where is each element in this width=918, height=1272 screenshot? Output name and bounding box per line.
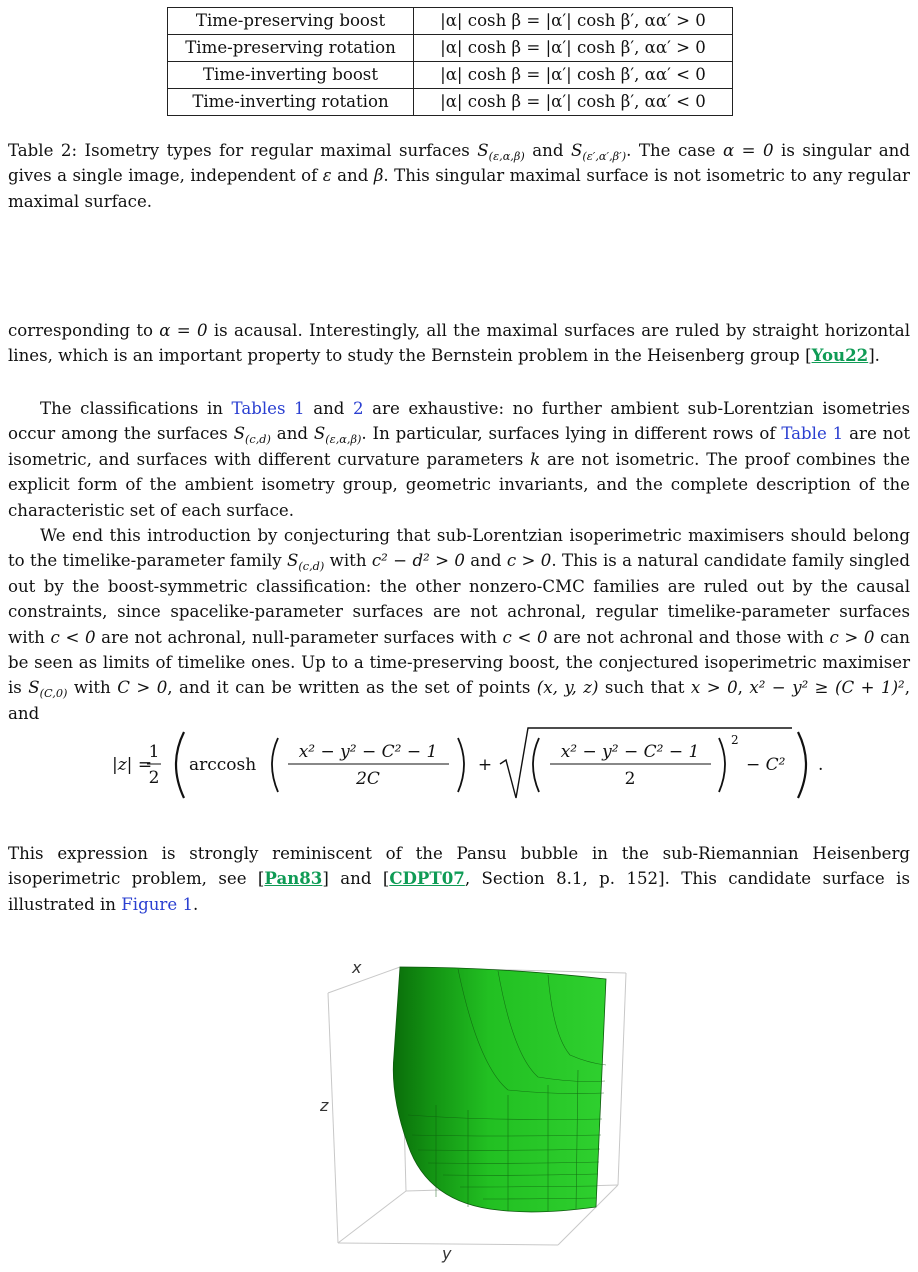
svg-text:+: +: [477, 755, 493, 775]
isometry-type-cell: Time-preserving boost: [168, 8, 414, 35]
eq-frac1-den: 2C: [356, 769, 380, 789]
citation-you22[interactable]: You22: [811, 345, 869, 366]
table-caption: Table 2: Isometry types for regular maximal surfaces $S_{(\varepsilon,\alpha,\beta)}$ and $S_{(\varepsilon',\alpha',\beta')}$. The case α = 0 is singular and gives a single image, independent of ε and β. This singular maximal surface is not isometric to any regular maximal surface.: [8, 141, 910, 211]
link-table-1[interactable]: Table 1: [781, 424, 844, 444]
eq-frac1-num: x² − y² − C² − 1: [298, 742, 438, 762]
eq-minus-c2: − C²: [746, 755, 786, 775]
paragraph-pansu: This expression is strongly reminiscent of the Pansu bubble in the sub-Riemannian Heisenberg isoperimetric problem, see [Pan83] and [CDPT07, Section 8.1, p. 152]. This candidate surface is illustrated in Figure 1.: [8, 844, 910, 914]
display-equation: [8, 720, 910, 810]
svg-text:.: .: [818, 755, 824, 775]
eq-frac2-den: 2: [624, 769, 636, 789]
table-row: [168, 89, 733, 116]
paragraph-classifications: The classifications in Tables 1 and 2 are exhaustive: no further ambient sub-Lorentzian isometries occur among the surfaces $S_{(c,d)}$ and $S_{(\varepsilon,\alpha,\beta)}$. In particular, surfaces lying in different rows of Table 1 are not isometric, and surfaces with different curvature parameters k are not isometric. The proof combines the explicit form of the ambient isometry group, geometric invariants, and the complete description of the characteristic set of each surface.: [8, 399, 910, 520]
figure-1: [308, 945, 648, 1265]
math-S-eab-prime: $S_{(\varepsilon',\alpha',\beta')}$: [570, 141, 627, 163]
isometry-table: [167, 7, 733, 116]
isometry-type-cell: Time-inverting rotation: [168, 89, 414, 116]
caption-label: Table 2:: [8, 141, 78, 160]
link-tables-1[interactable]: Tables 1: [231, 399, 305, 418]
svg-text:2: 2: [148, 768, 160, 788]
isometry-condition-cell: |α| cosh β = |α′| cosh β′, αα′ < 0: [414, 62, 733, 89]
link-figure-1[interactable]: Figure 1: [121, 894, 193, 914]
isometry-condition-cell: |α| cosh β = |α′| cosh β′, αα′ < 0: [414, 89, 733, 116]
isometry-type-cell: Time-inverting boost: [168, 62, 414, 89]
svg-text:1: 1: [148, 742, 160, 762]
table-row: [168, 8, 733, 35]
table-row: [168, 35, 733, 62]
isometry-condition-cell: |α| cosh β = |α′| cosh β′, αα′ > 0: [414, 35, 733, 62]
z-axis-label: z: [320, 1096, 329, 1115]
eq-lhs: |z| =: [112, 755, 153, 775]
isometry-type-cell: Time-preserving rotation: [168, 35, 414, 62]
isometry-condition-cell: |α| cosh β = |α′| cosh β′, αα′ > 0: [414, 8, 733, 35]
eq-frac2-num: x² − y² − C² − 1: [560, 742, 700, 762]
citation-cdpt07[interactable]: CDPT07: [389, 868, 465, 889]
surface-plot: [308, 945, 648, 1265]
svg-text:2: 2: [731, 733, 739, 747]
paragraph-conjecture: We end this introduction by conjecturing that sub-Lorentzian isoperimetric maximisers should belong to the timelike-parameter family $S_{(c,d)}$ with c² − d² > 0 and c > 0. This is a natural candidate family singled out by the boost-symmetric classification: the other nonzero-CMC families are ruled out by the causal constraints, since spacelike-parameter surfaces are not achronal, regular timelike-parameter surfaces with c < 0 are not achronal, null-parameter surfaces with c < 0 are not achronal and those with c > 0 can be seen as limits of timelike ones. Up to a time-preserving boost, the conjectured isoperimetric maximiser is $S_{(C,0)}$ with C > 0, and it can be written as the set of points (x, y, z) such that x > 0, x² − y² ≥ (C + 1)², and: [8, 526, 910, 723]
table-row: [168, 62, 733, 89]
y-axis-label: y: [442, 1244, 452, 1263]
citation-pan83[interactable]: Pan83: [264, 868, 323, 889]
eq-arccosh: arccosh: [189, 755, 257, 775]
link-table-2[interactable]: 2: [352, 399, 364, 418]
paragraph-acausal: corresponding to α = 0 is acausal. Interestingly, all the maximal surfaces are ruled by straight horizontal lines, which is an important property to study the Bernstein problem in the Heisenberg group [You22].: [8, 321, 910, 366]
math-S-eab: $S_{(\varepsilon,\alpha,\beta)}$: [477, 141, 525, 163]
x-axis-label: x: [352, 958, 362, 977]
